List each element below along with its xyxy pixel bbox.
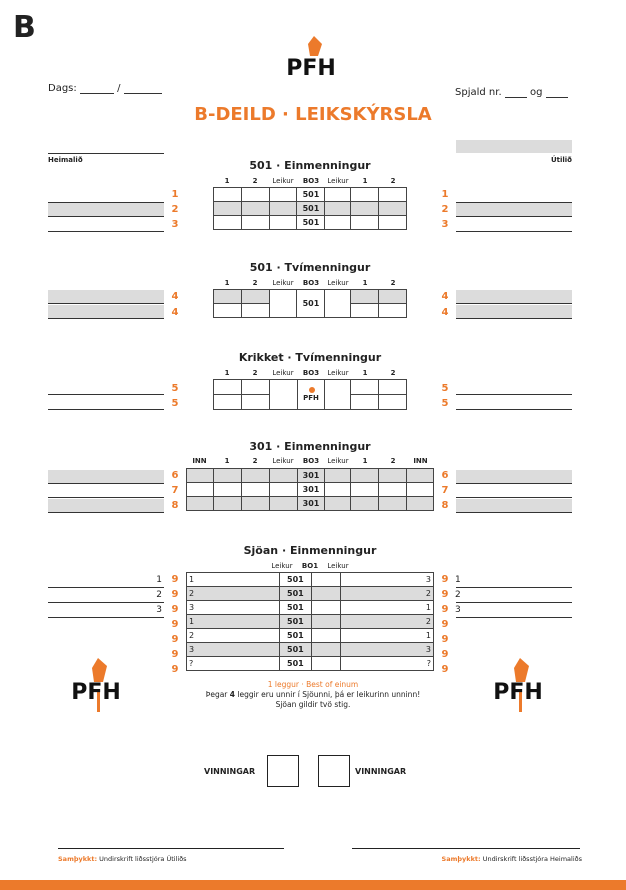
row-number: 5 xyxy=(171,383,179,394)
col-header: 1 xyxy=(362,177,368,185)
note-text: Þegar xyxy=(205,690,230,699)
page-title: B-DEILD · LEIKSKÝRSLA xyxy=(194,104,432,125)
row-number: 1 xyxy=(441,189,449,200)
row-number: 8 xyxy=(441,500,449,511)
date-label: Dags: xyxy=(48,83,77,94)
row-number: 9 xyxy=(441,664,449,675)
row-number: 9 xyxy=(171,649,179,660)
col-header: Leikur xyxy=(327,279,349,287)
pfh-logo-top xyxy=(280,34,342,82)
home-order-number: 3 xyxy=(156,605,162,615)
card-label: Spjald nr. xyxy=(455,87,502,98)
card-field-2[interactable] xyxy=(546,86,568,98)
away-player-field[interactable] xyxy=(456,305,572,319)
table-row: 1 501 2 xyxy=(187,615,434,629)
grid-cricket xyxy=(213,379,407,410)
logo-text: PFH xyxy=(71,680,121,705)
home-player-field[interactable] xyxy=(48,305,164,319)
table-row: 2 501 1 xyxy=(187,629,434,643)
card-and: og xyxy=(530,87,543,98)
away-player-field[interactable] xyxy=(456,484,572,498)
row-number: 9 xyxy=(171,589,179,600)
row-number: 8 xyxy=(171,500,179,511)
home-player-field[interactable] xyxy=(48,381,164,395)
date-separator: / xyxy=(117,83,121,94)
wins-label-home: VINNINGAR xyxy=(204,767,256,776)
row-number: 5 xyxy=(171,398,179,409)
logo-text: PFH xyxy=(493,680,543,705)
row-number: 9 xyxy=(441,574,449,585)
table-row: 301 xyxy=(187,483,434,497)
col-header: 2 xyxy=(390,279,396,287)
table-row: 501 xyxy=(214,188,407,202)
row-number: 9 xyxy=(171,604,179,615)
row-number: 5 xyxy=(441,383,449,394)
col-header: 1 xyxy=(224,177,230,185)
home-player-field[interactable] xyxy=(48,396,164,410)
note-text: leggir eru unnir í Sjöunni, þá er leikurinn unninn! xyxy=(235,690,421,699)
table-row xyxy=(214,380,407,395)
caption-bold: Samþykkt: xyxy=(441,855,481,863)
table-row: ? 501 ? xyxy=(187,657,434,671)
home-team-field[interactable] xyxy=(48,140,164,154)
wins-box-away[interactable] xyxy=(318,755,350,787)
home-player-field[interactable] xyxy=(48,484,164,498)
grid-501-double xyxy=(213,289,407,318)
away-player-field[interactable] xyxy=(456,589,572,603)
row-number: 6 xyxy=(171,470,179,481)
table-row: 501 xyxy=(214,216,407,230)
row-number: 1 xyxy=(171,189,179,200)
home-order-number: 1 xyxy=(156,575,162,585)
col-header: Leikur xyxy=(327,562,349,570)
caption-bold: Samþykkt: xyxy=(58,855,98,863)
col-header: Leikur xyxy=(327,369,349,377)
row-number: 4 xyxy=(171,307,179,318)
row-number: 6 xyxy=(441,470,449,481)
col-header: Leikur xyxy=(327,177,349,185)
away-player-field[interactable] xyxy=(456,203,572,217)
signature-caption-away xyxy=(58,855,187,863)
table-row: 301 xyxy=(187,497,434,511)
section-title-301-single: 301 · Einmenningur xyxy=(249,440,371,453)
wins-box-home[interactable] xyxy=(267,755,299,787)
section-title-501-double: 501 · Tvímenningur xyxy=(249,261,371,274)
row-number: 2 xyxy=(441,204,449,215)
col-header: 1 xyxy=(362,369,368,377)
col-header: 2 xyxy=(390,457,396,465)
home-player-field[interactable] xyxy=(48,203,164,217)
sjoan-note-3: Sjöan gildir tvö stig. xyxy=(275,700,351,709)
division-letter: B xyxy=(13,10,36,45)
away-player-field[interactable] xyxy=(456,470,572,484)
col-header: 1 xyxy=(224,369,230,377)
date-day-field[interactable] xyxy=(80,82,114,94)
footer-bar xyxy=(0,880,626,890)
away-order-number: 2 xyxy=(455,590,461,600)
table-row: 2 501 2 xyxy=(187,587,434,601)
row-number: 7 xyxy=(171,485,179,496)
col-header: BO3 xyxy=(302,279,320,287)
pfh-logo-left xyxy=(64,656,128,716)
away-player-field[interactable] xyxy=(456,604,572,618)
caption-text: Undirskrift liðsstjóra Útiliðs xyxy=(97,855,187,863)
home-player-field[interactable] xyxy=(48,499,164,513)
signature-line-home[interactable] xyxy=(352,848,580,849)
col-header: 2 xyxy=(252,279,258,287)
note-bold: 4 xyxy=(229,690,235,699)
col-header: INN xyxy=(192,457,207,465)
card-row xyxy=(455,86,568,98)
away-player-field[interactable] xyxy=(456,381,572,395)
col-header: 2 xyxy=(252,177,258,185)
col-header: BO3 xyxy=(302,177,320,185)
row-number: 4 xyxy=(171,291,179,302)
table-row: 1 501 3 xyxy=(187,573,434,587)
sjoan-note-1: 1 leggur · Best of einum xyxy=(267,680,359,689)
pfh-logo-right xyxy=(486,656,550,716)
row-number: 9 xyxy=(441,619,449,630)
table-row: 501 xyxy=(214,290,407,304)
col-header: Leikur xyxy=(272,457,294,465)
grid-501-single xyxy=(213,187,407,230)
logo-text: PFH xyxy=(303,393,319,402)
row-number: 9 xyxy=(171,619,179,630)
section-title-501-single: 501 · Einmenningur xyxy=(249,159,371,172)
col-header: Leikur xyxy=(327,457,349,465)
logo-text: PFH xyxy=(286,56,336,81)
row-number: 5 xyxy=(441,398,449,409)
home-player-field[interactable] xyxy=(48,574,164,588)
date-row xyxy=(48,82,162,94)
away-order-number: 3 xyxy=(455,605,461,615)
home-player-field[interactable] xyxy=(48,589,164,603)
table-row: 3 501 3 xyxy=(187,643,434,657)
home-player-field[interactable] xyxy=(48,290,164,304)
row-number: 7 xyxy=(441,485,449,496)
signature-caption-home xyxy=(442,855,582,863)
row-number: 9 xyxy=(441,589,449,600)
col-header: 1 xyxy=(224,457,230,465)
home-player-field[interactable] xyxy=(48,189,164,203)
section-title-sjoan: Sjöan · Einmenningur xyxy=(243,544,377,557)
away-team-field[interactable] xyxy=(456,140,572,153)
card-field-1[interactable] xyxy=(505,86,527,98)
row-number: 4 xyxy=(441,307,449,318)
col-header: 1 xyxy=(362,457,368,465)
away-order-number: 1 xyxy=(455,575,461,585)
col-header: 2 xyxy=(252,457,258,465)
col-header: 1 xyxy=(224,279,230,287)
col-header: Leikur xyxy=(271,562,293,570)
grid-301-single xyxy=(186,468,434,511)
home-player-field[interactable] xyxy=(48,604,164,618)
col-header: BO1 xyxy=(301,562,319,570)
row-number: 4 xyxy=(441,291,449,302)
col-header: BO3 xyxy=(302,457,320,465)
table-row: 501 xyxy=(214,202,407,216)
row-number: 9 xyxy=(171,574,179,585)
col-header: 1 xyxy=(362,279,368,287)
away-player-field[interactable] xyxy=(456,290,572,304)
col-header: BO3 xyxy=(302,369,320,377)
home-player-field[interactable] xyxy=(48,218,164,232)
row-number: 9 xyxy=(171,664,179,675)
away-player-field[interactable] xyxy=(456,189,572,203)
date-month-field[interactable] xyxy=(124,82,162,94)
col-header: Leikur xyxy=(272,279,294,287)
home-player-field[interactable] xyxy=(48,470,164,484)
row-number: 9 xyxy=(441,634,449,645)
grid-sjoan xyxy=(186,572,434,671)
wins-label-away: VINNINGAR xyxy=(355,767,407,776)
col-header: 2 xyxy=(390,177,396,185)
away-player-field[interactable] xyxy=(456,396,572,410)
home-team-label: Heimalið xyxy=(48,156,83,164)
row-number: 3 xyxy=(171,219,179,230)
row-number: 3 xyxy=(441,219,449,230)
col-header: 2 xyxy=(252,369,258,377)
row-number: 9 xyxy=(441,649,449,660)
away-team-label: Útilið xyxy=(550,156,572,164)
row-number: 9 xyxy=(171,634,179,645)
table-row: 3 501 1 xyxy=(187,601,434,615)
col-header: Leikur xyxy=(272,369,294,377)
away-player-field[interactable] xyxy=(456,499,572,513)
col-header: INN xyxy=(413,457,428,465)
away-player-field[interactable] xyxy=(456,218,572,232)
row-number: 2 xyxy=(171,204,179,215)
caption-text: Undirskrift liðsstjóra Heimaliðs xyxy=(480,855,582,863)
signature-line-away[interactable] xyxy=(58,848,284,849)
row-number: 9 xyxy=(441,604,449,615)
home-order-number: 2 xyxy=(156,590,162,600)
col-header: 2 xyxy=(390,369,396,377)
table-row: 301 xyxy=(187,469,434,483)
section-title-cricket: Krikket · Tvímenningur xyxy=(238,351,382,364)
away-player-field[interactable] xyxy=(456,574,572,588)
cricket-logo xyxy=(298,382,325,408)
col-header: Leikur xyxy=(272,177,294,185)
